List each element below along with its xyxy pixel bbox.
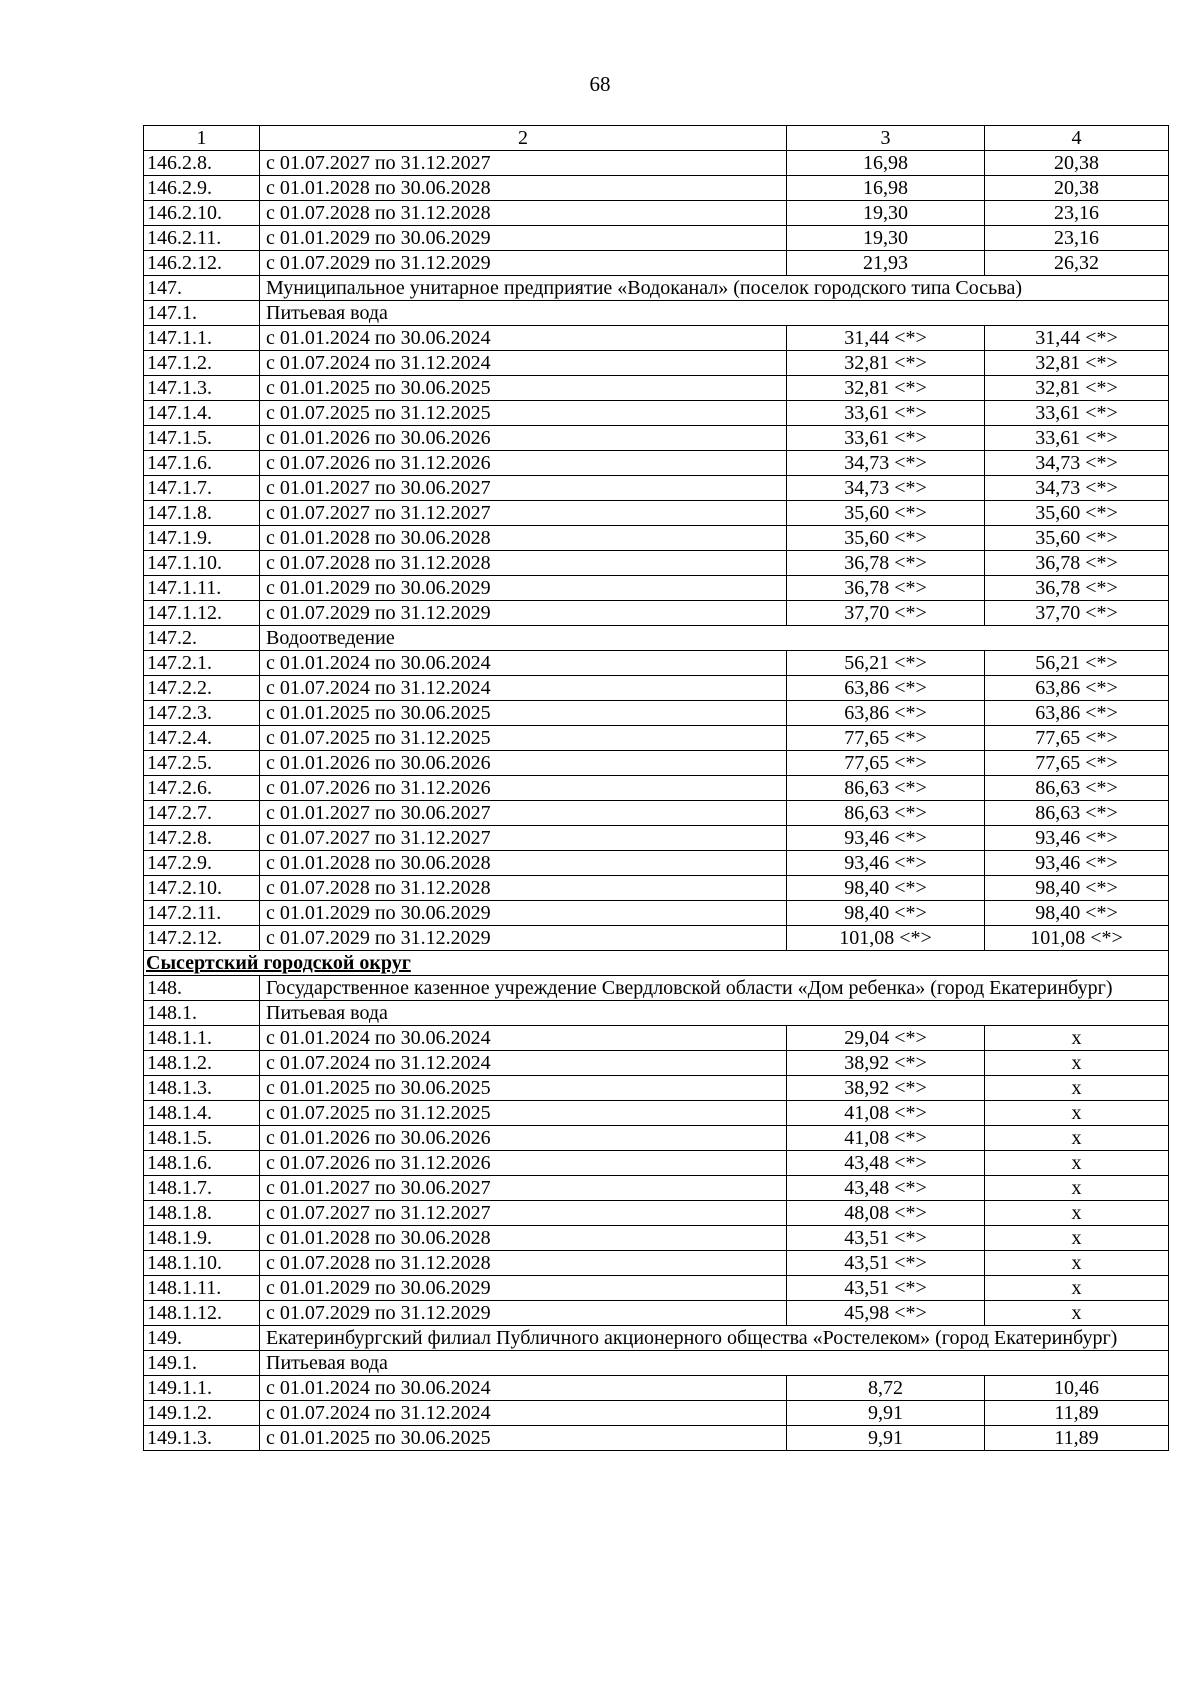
row-number: 147. — [144, 276, 260, 301]
row-number: 147.2.2. — [144, 676, 260, 701]
row-value-col4: 93,46 <*> — [985, 826, 1169, 851]
row-number: 147.2.10. — [144, 876, 260, 901]
row-value-col3: 43,48 <*> — [787, 1151, 985, 1176]
row-value-col4: 23,16 — [985, 226, 1169, 251]
row-number: 146.2.9. — [144, 176, 260, 201]
table-row — [144, 326, 1169, 351]
table-row — [144, 601, 1169, 626]
row-period: с 01.07.2025 по 31.12.2025 — [260, 726, 787, 751]
table-row — [144, 376, 1169, 401]
table-row — [144, 1426, 1169, 1451]
row-number: 147.2.12. — [144, 926, 260, 951]
row-number: 147.1.4. — [144, 401, 260, 426]
row-number: 147.2. — [144, 626, 260, 651]
table-row — [144, 1076, 1169, 1101]
row-group-title: Муниципальное унитарное предприятие «Водоканал» (поселок городского типа Сосьва) — [260, 276, 1169, 301]
row-value-col3: 93,46 <*> — [787, 851, 985, 876]
table-body — [144, 151, 1169, 1451]
row-number: 148.1.7. — [144, 1176, 260, 1201]
row-number: 147.1.10. — [144, 551, 260, 576]
row-value-col4: 31,44 <*> — [985, 326, 1169, 351]
row-value-col4: 98,40 <*> — [985, 901, 1169, 926]
row-value-col4: 11,89 — [985, 1401, 1169, 1426]
row-value-col4: 33,61 <*> — [985, 401, 1169, 426]
row-value-col4: 20,38 — [985, 151, 1169, 176]
row-value-col3: 43,51 <*> — [787, 1226, 985, 1251]
row-period: с 01.07.2027 по 31.12.2027 — [260, 151, 787, 176]
row-number: 149.1.1. — [144, 1376, 260, 1401]
row-value-col4: 10,46 — [985, 1376, 1169, 1401]
row-value-col4: 77,65 <*> — [985, 726, 1169, 751]
row-number: 147.2.8. — [144, 826, 260, 851]
table-row — [144, 801, 1169, 826]
table-row — [144, 901, 1169, 926]
table-row — [144, 651, 1169, 676]
row-period: с 01.01.2027 по 30.06.2027 — [260, 476, 787, 501]
row-value-col3: 77,65 <*> — [787, 751, 985, 776]
group-row — [144, 976, 1169, 1001]
row-value-col4: 86,63 <*> — [985, 776, 1169, 801]
table-row — [144, 1051, 1169, 1076]
row-value-col4: 34,73 <*> — [985, 476, 1169, 501]
row-value-col3: 45,98 <*> — [787, 1301, 985, 1326]
table-row — [144, 876, 1169, 901]
group-row — [144, 301, 1169, 326]
row-number: 148.1.9. — [144, 1226, 260, 1251]
row-period: с 01.07.2024 по 31.12.2024 — [260, 1051, 787, 1076]
row-number: 147.1.2. — [144, 351, 260, 376]
row-number: 147.1.6. — [144, 451, 260, 476]
row-value-col4: 35,60 <*> — [985, 526, 1169, 551]
row-value-col4: 32,81 <*> — [985, 376, 1169, 401]
row-value-col4: 101,08 <*> — [985, 926, 1169, 951]
row-number: 146.2.12. — [144, 251, 260, 276]
row-value-col3: 36,78 <*> — [787, 576, 985, 601]
row-value-col4: 35,60 <*> — [985, 501, 1169, 526]
column-header: 1 — [144, 126, 260, 151]
row-period: с 01.07.2024 по 31.12.2024 — [260, 351, 787, 376]
page-number: 68 — [589, 72, 611, 96]
row-group-title: Екатеринбургский филиал Публичного акционерного общества «Ростелеком» (город Екатеринбург) — [260, 1326, 1169, 1351]
row-number: 147.1. — [144, 301, 260, 326]
row-period: с 01.01.2028 по 30.06.2028 — [260, 1226, 787, 1251]
table-row — [144, 1226, 1169, 1251]
row-value-col4: 77,65 <*> — [985, 751, 1169, 776]
row-value-col3: 41,08 <*> — [787, 1126, 985, 1151]
row-period: с 01.01.2029 по 30.06.2029 — [260, 1276, 787, 1301]
column-header: 3 — [787, 126, 985, 151]
table-row — [144, 576, 1169, 601]
row-value-col4: х — [985, 1051, 1169, 1076]
row-period: с 01.07.2028 по 31.12.2028 — [260, 1251, 787, 1276]
row-period: с 01.01.2024 по 30.06.2024 — [260, 1026, 787, 1051]
row-period: с 01.07.2025 по 31.12.2025 — [260, 1101, 787, 1126]
row-number: 147.2.4. — [144, 726, 260, 751]
row-value-col3: 34,73 <*> — [787, 451, 985, 476]
row-value-col3: 21,93 — [787, 251, 985, 276]
row-group-title: Питьевая вода — [260, 301, 1169, 326]
row-period: с 01.01.2026 по 30.06.2026 — [260, 426, 787, 451]
table-row — [144, 451, 1169, 476]
column-header: 4 — [985, 126, 1169, 151]
row-value-col3: 32,81 <*> — [787, 351, 985, 376]
row-value-col3: 77,65 <*> — [787, 726, 985, 751]
row-period: с 01.07.2027 по 31.12.2027 — [260, 1201, 787, 1226]
row-period: с 01.07.2029 по 31.12.2029 — [260, 1301, 787, 1326]
row-value-col4: х — [985, 1301, 1169, 1326]
table-row — [144, 251, 1169, 276]
row-value-col3: 16,98 — [787, 151, 985, 176]
row-value-col3: 43,51 <*> — [787, 1276, 985, 1301]
row-period: с 01.07.2029 по 31.12.2029 — [260, 251, 787, 276]
row-period: с 01.01.2029 по 30.06.2029 — [260, 901, 787, 926]
row-period: с 01.01.2024 по 30.06.2024 — [260, 326, 787, 351]
table-row — [144, 1401, 1169, 1426]
row-period: с 01.01.2024 по 30.06.2024 — [260, 651, 787, 676]
row-value-col3: 19,30 — [787, 226, 985, 251]
row-period: с 01.07.2028 по 31.12.2028 — [260, 201, 787, 226]
row-period: с 01.07.2028 по 31.12.2028 — [260, 876, 787, 901]
row-value-col3: 19,30 — [787, 201, 985, 226]
row-value-col4: 86,63 <*> — [985, 801, 1169, 826]
row-value-col4: 63,86 <*> — [985, 676, 1169, 701]
row-period: с 01.01.2028 по 30.06.2028 — [260, 176, 787, 201]
row-number: 148.1.5. — [144, 1126, 260, 1151]
row-period: с 01.01.2027 по 30.06.2027 — [260, 801, 787, 826]
row-value-col3: 48,08 <*> — [787, 1201, 985, 1226]
table-header-row — [144, 126, 1169, 151]
row-number: 147.1.3. — [144, 376, 260, 401]
row-period: с 01.01.2025 по 30.06.2025 — [260, 1426, 787, 1451]
row-period: с 01.01.2027 по 30.06.2027 — [260, 1176, 787, 1201]
row-period: с 01.01.2029 по 30.06.2029 — [260, 226, 787, 251]
row-value-col4: 26,32 — [985, 251, 1169, 276]
row-number: 148.1.4. — [144, 1101, 260, 1126]
row-period: с 01.01.2026 по 30.06.2026 — [260, 751, 787, 776]
row-value-col4: х — [985, 1076, 1169, 1101]
row-period: с 01.01.2029 по 30.06.2029 — [260, 576, 787, 601]
table-row — [144, 1101, 1169, 1126]
row-period: с 01.07.2024 по 31.12.2024 — [260, 676, 787, 701]
row-number: 148.1.1. — [144, 1026, 260, 1051]
row-period: с 01.01.2025 по 30.06.2025 — [260, 1076, 787, 1101]
row-period: с 01.07.2027 по 31.12.2027 — [260, 826, 787, 851]
row-number: 147.2.6. — [144, 776, 260, 801]
row-value-col3: 93,46 <*> — [787, 826, 985, 851]
row-value-col3: 8,72 — [787, 1376, 985, 1401]
table-row — [144, 551, 1169, 576]
row-number: 149.1.2. — [144, 1401, 260, 1426]
row-period: с 01.01.2025 по 30.06.2025 — [260, 701, 787, 726]
table-row — [144, 851, 1169, 876]
row-value-col4: х — [985, 1251, 1169, 1276]
row-group-title: Питьевая вода — [260, 1001, 1169, 1026]
section-row — [144, 951, 1169, 976]
row-period: с 01.07.2029 по 31.12.2029 — [260, 601, 787, 626]
table-row — [144, 1151, 1169, 1176]
row-value-col3: 38,92 <*> — [787, 1076, 985, 1101]
row-value-col3: 86,63 <*> — [787, 776, 985, 801]
row-value-col4: 37,70 <*> — [985, 601, 1169, 626]
table-row — [144, 151, 1169, 176]
row-number: 148.1.6. — [144, 1151, 260, 1176]
group-row — [144, 626, 1169, 651]
row-number: 147.1.5. — [144, 426, 260, 451]
row-value-col3: 38,92 <*> — [787, 1051, 985, 1076]
row-number: 149. — [144, 1326, 260, 1351]
row-period: с 01.07.2026 по 31.12.2026 — [260, 776, 787, 801]
row-value-col3: 98,40 <*> — [787, 876, 985, 901]
row-value-col4: 11,89 — [985, 1426, 1169, 1451]
row-value-col3: 32,81 <*> — [787, 376, 985, 401]
row-value-col4: 20,38 — [985, 176, 1169, 201]
row-number: 147.1.12. — [144, 601, 260, 626]
row-number: 148.1.8. — [144, 1201, 260, 1226]
row-value-col4: х — [985, 1176, 1169, 1201]
section-heading: Сысертский городской округ — [144, 951, 1169, 976]
row-number: 149.1. — [144, 1351, 260, 1376]
table-row — [144, 926, 1169, 951]
row-period: с 01.07.2027 по 31.12.2027 — [260, 501, 787, 526]
row-value-col3: 29,04 <*> — [787, 1026, 985, 1051]
row-number: 146.2.8. — [144, 151, 260, 176]
row-period: с 01.01.2028 по 30.06.2028 — [260, 851, 787, 876]
table-row — [144, 226, 1169, 251]
group-row — [144, 1351, 1169, 1376]
row-value-col3: 98,40 <*> — [787, 901, 985, 926]
row-number: 147.2.1. — [144, 651, 260, 676]
table-row — [144, 1126, 1169, 1151]
group-row — [144, 1326, 1169, 1351]
row-number: 148.1. — [144, 1001, 260, 1026]
row-value-col3: 41,08 <*> — [787, 1101, 985, 1126]
row-value-col3: 56,21 <*> — [787, 651, 985, 676]
row-period: с 01.01.2026 по 30.06.2026 — [260, 1126, 787, 1151]
table-row — [144, 1251, 1169, 1276]
table-row — [144, 726, 1169, 751]
table-row — [144, 1301, 1169, 1326]
row-value-col4: 63,86 <*> — [985, 701, 1169, 726]
tariff-table — [143, 125, 1169, 1451]
row-value-col3: 34,73 <*> — [787, 476, 985, 501]
row-value-col4: 93,46 <*> — [985, 851, 1169, 876]
row-value-col4: 36,78 <*> — [985, 576, 1169, 601]
table-row — [144, 1026, 1169, 1051]
row-value-col3: 86,63 <*> — [787, 801, 985, 826]
row-value-col3: 33,61 <*> — [787, 401, 985, 426]
column-header: 2 — [260, 126, 787, 151]
table-row — [144, 351, 1169, 376]
row-value-col3: 35,60 <*> — [787, 526, 985, 551]
table-row — [144, 1201, 1169, 1226]
row-period: с 01.07.2029 по 31.12.2029 — [260, 926, 787, 951]
row-period: с 01.07.2025 по 31.12.2025 — [260, 401, 787, 426]
row-group-title: Водоотведение — [260, 626, 1169, 651]
row-period: с 01.07.2024 по 31.12.2024 — [260, 1401, 787, 1426]
group-row — [144, 1001, 1169, 1026]
row-value-col3: 16,98 — [787, 176, 985, 201]
table-row — [144, 826, 1169, 851]
row-period: с 01.07.2026 по 31.12.2026 — [260, 1151, 787, 1176]
row-value-col4: 32,81 <*> — [985, 351, 1169, 376]
table-row — [144, 176, 1169, 201]
table-row — [144, 476, 1169, 501]
row-value-col4: х — [985, 1201, 1169, 1226]
row-value-col3: 36,78 <*> — [787, 551, 985, 576]
row-number: 149.1.3. — [144, 1426, 260, 1451]
row-period: с 01.07.2028 по 31.12.2028 — [260, 551, 787, 576]
row-value-col3: 43,51 <*> — [787, 1251, 985, 1276]
table-row — [144, 1276, 1169, 1301]
row-period: с 01.01.2025 по 30.06.2025 — [260, 376, 787, 401]
row-value-col3: 63,86 <*> — [787, 676, 985, 701]
table-row — [144, 526, 1169, 551]
row-period: с 01.01.2028 по 30.06.2028 — [260, 526, 787, 551]
row-number: 147.2.9. — [144, 851, 260, 876]
row-period: с 01.01.2024 по 30.06.2024 — [260, 1376, 787, 1401]
row-value-col4: 56,21 <*> — [985, 651, 1169, 676]
table-row — [144, 751, 1169, 776]
row-value-col4: х — [985, 1101, 1169, 1126]
row-period: с 01.07.2026 по 31.12.2026 — [260, 451, 787, 476]
row-number: 148. — [144, 976, 260, 1001]
row-value-col4: 33,61 <*> — [985, 426, 1169, 451]
row-number: 147.1.1. — [144, 326, 260, 351]
row-value-col3: 63,86 <*> — [787, 701, 985, 726]
row-number: 148.1.11. — [144, 1276, 260, 1301]
row-value-col3: 37,70 <*> — [787, 601, 985, 626]
table-row — [144, 1376, 1169, 1401]
row-value-col3: 9,91 — [787, 1401, 985, 1426]
table-row — [144, 701, 1169, 726]
row-value-col4: 23,16 — [985, 201, 1169, 226]
row-number: 148.1.2. — [144, 1051, 260, 1076]
table-row — [144, 401, 1169, 426]
table-row — [144, 426, 1169, 451]
row-value-col4: х — [985, 1026, 1169, 1051]
row-value-col3: 101,08 <*> — [787, 926, 985, 951]
row-number: 147.1.9. — [144, 526, 260, 551]
group-row — [144, 276, 1169, 301]
row-value-col3: 43,48 <*> — [787, 1176, 985, 1201]
row-number: 146.2.11. — [144, 226, 260, 251]
row-value-col3: 9,91 — [787, 1426, 985, 1451]
row-value-col4: х — [985, 1276, 1169, 1301]
row-value-col4: 98,40 <*> — [985, 876, 1169, 901]
table-row — [144, 676, 1169, 701]
row-number: 148.1.3. — [144, 1076, 260, 1101]
row-number: 148.1.12. — [144, 1301, 260, 1326]
row-value-col4: х — [985, 1226, 1169, 1251]
table-row — [144, 776, 1169, 801]
row-value-col4: 34,73 <*> — [985, 451, 1169, 476]
row-number: 147.2.7. — [144, 801, 260, 826]
row-number: 147.2.3. — [144, 701, 260, 726]
row-value-col4: х — [985, 1151, 1169, 1176]
row-number: 147.2.11. — [144, 901, 260, 926]
row-number: 146.2.10. — [144, 201, 260, 226]
row-value-col3: 35,60 <*> — [787, 501, 985, 526]
row-group-title: Государственное казенное учреждение Свердловской области «Дом ребенка» (город Екатеринбург) — [260, 976, 1169, 1001]
row-number: 147.2.5. — [144, 751, 260, 776]
row-number: 148.1.10. — [144, 1251, 260, 1276]
table-row — [144, 201, 1169, 226]
row-value-col4: 36,78 <*> — [985, 551, 1169, 576]
row-value-col4: х — [985, 1126, 1169, 1151]
table-row — [144, 1176, 1169, 1201]
row-group-title: Питьевая вода — [260, 1351, 1169, 1376]
row-value-col3: 31,44 <*> — [787, 326, 985, 351]
row-value-col3: 33,61 <*> — [787, 426, 985, 451]
row-number: 147.1.7. — [144, 476, 260, 501]
row-number: 147.1.11. — [144, 576, 260, 601]
row-number: 147.1.8. — [144, 501, 260, 526]
table-row — [144, 501, 1169, 526]
